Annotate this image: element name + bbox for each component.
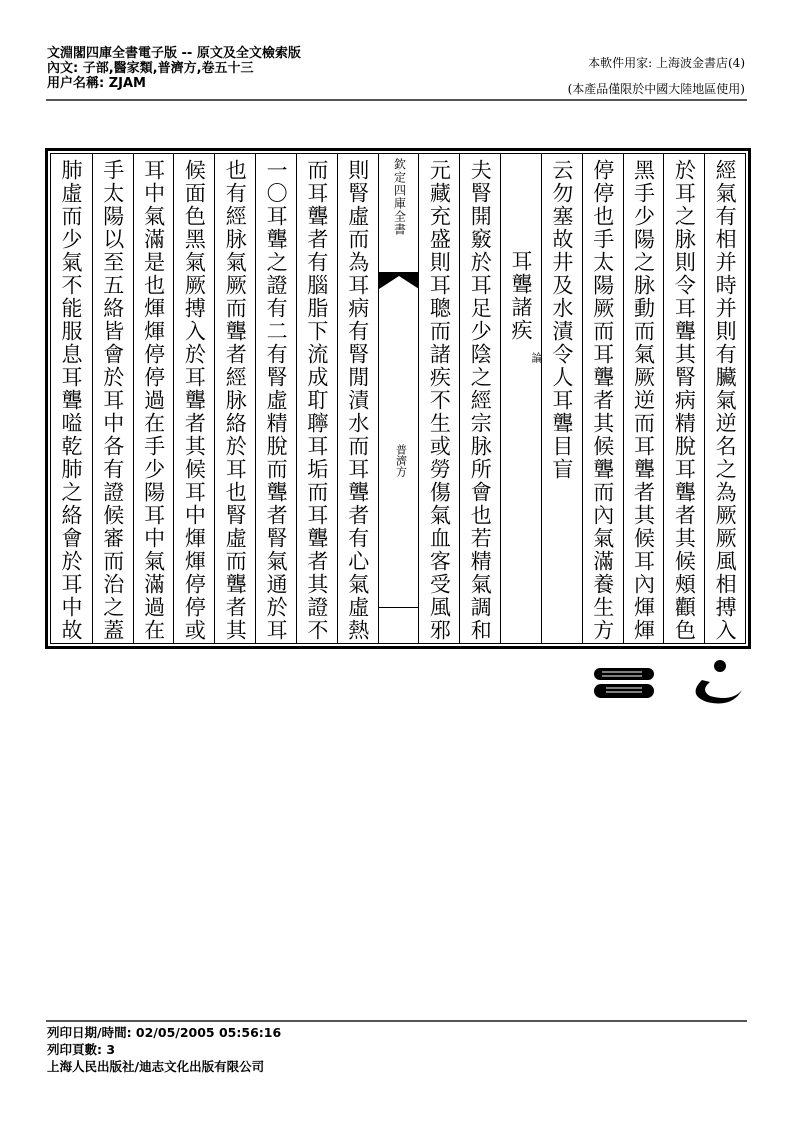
section-note: 論 <box>530 352 544 363</box>
section-title: 耳聾諸疾 <box>509 250 534 342</box>
column-text: 經氣有相并時并則有臟氣逆名之為厥厥風相搏入 <box>713 159 738 642</box>
center-strip <box>378 154 419 643</box>
text-column <box>255 154 296 643</box>
header-content-path: 內文: 子部,醫家類,普濟方,卷五十三 <box>47 61 254 76</box>
column-text: 手太陽以至五絡皆會於耳中各有證候審而治之蓋 <box>100 159 125 642</box>
text-column <box>337 154 378 643</box>
text-column <box>92 154 133 643</box>
column-text: 云勿塞故井及水漬令人耳聾目盲 <box>549 159 574 481</box>
print-datetime: 列印日期/時間: 02/05/2005 05:56:16 <box>47 1025 282 1040</box>
column-text: 停停也手太陽厥而耳聾者其候聾而內氣滿養生方 <box>590 159 615 642</box>
restriction-note: (本產品僅限於中國大陸地區使用) <box>567 82 745 96</box>
text-column <box>296 154 337 643</box>
text-column <box>418 154 459 643</box>
section-title-column <box>500 154 544 643</box>
column-text: 元藏充盛則耳聰而諸疾不生或勞傷氣血客受風邪 <box>427 159 452 642</box>
column-text: 耳中氣滿是也煇煇停停過在手少陽耳中氣滿過在 <box>141 159 166 642</box>
column-text: 夫腎開竅於耳足少陰之經宗脉所會也若精氣調和 <box>468 159 493 642</box>
column-text: 黑手少陽之脉動而氣厥逆而耳聾者其候耳內煇煇 <box>631 159 656 642</box>
publisher-logo-icon <box>592 660 752 710</box>
text-column <box>663 154 704 643</box>
footer-divider <box>46 1020 747 1022</box>
text-column <box>582 154 623 643</box>
column-text: 候面色黑氣厥搏入於耳聾者其候耳中煇煇停停或 <box>182 159 207 642</box>
column-text: 也有經脉氣厥而聾者經脉絡於耳也腎虛而聾者其 <box>223 159 248 642</box>
column-text: 肺虛而少氣不能服息耳聾嗌乾肺之絡會於耳中故 <box>58 159 83 642</box>
header-info <box>47 46 301 91</box>
text-frame <box>45 148 751 649</box>
text-column <box>51 154 92 643</box>
text-column <box>133 154 174 643</box>
header-username: 用户名稱: ZJAM <box>47 76 146 91</box>
print-pages: 列印頁數: 3 <box>47 1042 116 1057</box>
text-column <box>214 154 255 643</box>
header-license <box>568 50 745 102</box>
fishtail-mark-icon <box>379 273 419 289</box>
header-edition: 文淵閣四庫全書電子版 -- 原文及全文檢索版 <box>47 46 301 61</box>
header-divider <box>46 99 747 101</box>
text-column <box>173 154 214 643</box>
footer-info <box>47 1024 281 1075</box>
publisher: 上海人民出版社/迪志文化出版有限公司 <box>47 1059 265 1074</box>
licensee: 本軟件用家: 上海波金書店(4) <box>588 56 745 70</box>
volume-title: 普濟方 <box>394 444 408 477</box>
column-text: 而耳聾者有腦脂下流成耵聹耳垢而耳聾者其證不 <box>304 159 329 642</box>
book-title: 欽定四庫全書 <box>392 158 407 236</box>
column-text: 於耳之脉則令耳聾其腎病精脫耳聾者其候頰顴色 <box>672 159 697 642</box>
text-column <box>623 154 664 643</box>
column-text: 一〇耳聾之證有二有腎虛精脫而聾者腎氣通於耳 <box>264 159 289 642</box>
text-column <box>704 154 745 643</box>
text-column <box>459 154 500 643</box>
text-column <box>541 154 582 643</box>
column-text: 則腎虛而為耳病有腎閒漬水而耳聾者有心氣虛熱 <box>345 159 370 642</box>
